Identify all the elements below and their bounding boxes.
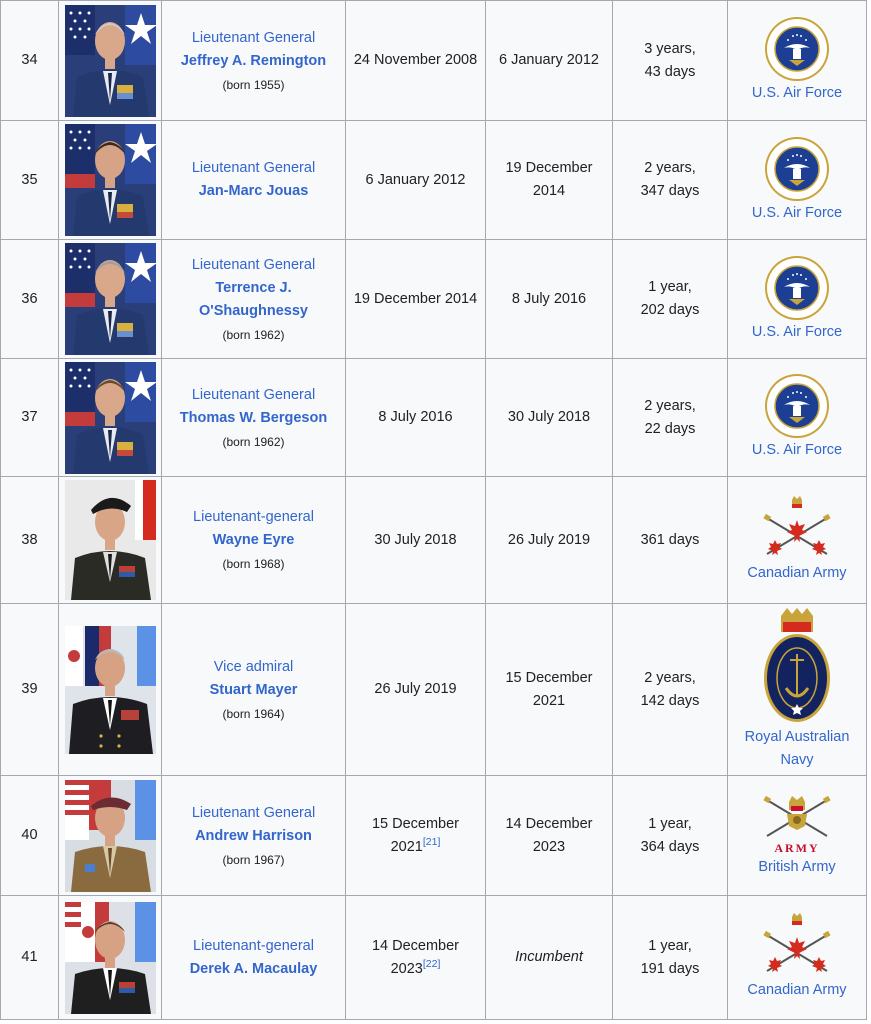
- tenure: [613, 776, 728, 896]
- branch-link[interactable]: Canadian Army: [747, 564, 847, 581]
- table-row: [1, 240, 867, 359]
- name-cell: [162, 359, 346, 477]
- start-date: [346, 240, 486, 359]
- usaf-seal-icon[interactable]: [764, 373, 830, 439]
- portrait-cell: [59, 240, 162, 359]
- tenure-years: 2 years,: [644, 669, 696, 686]
- portrait-image[interactable]: [65, 362, 156, 474]
- table-row: [1, 121, 867, 240]
- birth-year: (born 1962): [222, 434, 285, 449]
- tenure: [613, 240, 728, 359]
- tenure: [613, 359, 728, 477]
- tenure: [613, 896, 728, 1020]
- rank-link[interactable]: Lieutenant General: [191, 256, 316, 273]
- end-date: [486, 776, 613, 896]
- row-number: 35: [1, 121, 59, 240]
- portrait-cell: [59, 121, 162, 240]
- birth-year: (born 1962): [222, 327, 285, 342]
- branch-cell: [728, 776, 867, 896]
- row-number: 39: [1, 604, 59, 776]
- name-link[interactable]: Andrew Harrison: [195, 827, 312, 844]
- end-date-text: 6 January 2012: [499, 52, 599, 68]
- start-date: [346, 477, 486, 604]
- table-row: [1, 896, 867, 1020]
- branch-link[interactable]: U.S. Air Force: [751, 204, 843, 221]
- tenure-years: 2 years,: [644, 160, 696, 176]
- portrait-cell: [59, 896, 162, 1020]
- portrait-image[interactable]: [65, 124, 156, 236]
- tenure: [613, 477, 728, 604]
- branch-link[interactable]: Canadian Army: [747, 982, 847, 998]
- ran-badge-icon[interactable]: [762, 608, 832, 726]
- name-cell: [162, 1, 346, 121]
- canadian-army-badge-icon[interactable]: [761, 496, 833, 562]
- branch-link[interactable]: U.S. Air Force: [751, 323, 843, 340]
- end-date-text: Incumbent: [515, 949, 583, 965]
- name-link[interactable]: Jeffrey A. Remington: [180, 52, 327, 69]
- name-cell: [162, 776, 346, 896]
- end-date-text: 26 July 2019: [507, 531, 591, 548]
- portrait-cell: [59, 604, 162, 776]
- tenure-days: 191 days: [640, 960, 700, 977]
- usaf-seal-icon[interactable]: [764, 255, 830, 321]
- branch-cell: [728, 359, 867, 477]
- tenure-days: 361 days: [640, 531, 700, 548]
- table-row: [1, 776, 867, 896]
- name-cell: [162, 240, 346, 359]
- branch-cell: [728, 896, 867, 1020]
- tenure-years: 2 years,: [644, 397, 696, 414]
- branch-cell: [728, 240, 867, 359]
- tenure-years: 1 year,: [648, 279, 692, 295]
- end-date-text: 30 July 2018: [507, 409, 591, 425]
- portrait-cell: [59, 477, 162, 604]
- portrait-image[interactable]: [65, 902, 156, 1014]
- end-date: [486, 477, 613, 604]
- end-date-text: 14 December 2023: [505, 815, 593, 855]
- tenure: [613, 121, 728, 240]
- start-date: [346, 359, 486, 477]
- tenure-years: 1 year,: [648, 815, 692, 832]
- portrait-cell: [59, 1, 162, 121]
- british-army-badge-icon[interactable]: [761, 792, 833, 856]
- tenure: [613, 604, 728, 776]
- end-date: [486, 604, 613, 776]
- tenure-days: 22 days: [644, 420, 696, 437]
- name-link[interactable]: Jan-Marc Jouas: [198, 183, 309, 199]
- start-date-text: 14 December 2023: [371, 937, 460, 977]
- name-link[interactable]: Thomas W. Bergeson: [179, 409, 328, 426]
- start-date-text: 30 July 2018: [374, 531, 457, 548]
- name-link[interactable]: Derek A. Macaulay: [189, 960, 318, 977]
- row-number: 36: [1, 240, 59, 359]
- row-number: 41: [1, 896, 59, 1020]
- portrait-cell: [59, 359, 162, 477]
- table-row: [1, 359, 867, 477]
- row-number: 37: [1, 359, 59, 477]
- name-link[interactable]: Terrence J. O'Shaughnessy: [198, 279, 308, 319]
- birth-year: (born 1967): [222, 852, 285, 867]
- rank-link[interactable]: Lieutenant General: [191, 160, 316, 176]
- usaf-seal-icon[interactable]: [764, 16, 830, 82]
- row-number: 38: [1, 477, 59, 604]
- birth-year: (born 1968): [222, 557, 285, 571]
- start-date: [346, 776, 486, 896]
- row-number: 40: [1, 776, 59, 896]
- reference-link[interactable]: [22]: [422, 957, 441, 970]
- start-date-text: 24 November 2008: [353, 52, 478, 68]
- branch-cell: [728, 604, 867, 776]
- start-date-text: 26 July 2019: [374, 681, 457, 697]
- name-link[interactable]: Wayne Eyre: [212, 532, 295, 548]
- tenure-years: 1 year,: [648, 937, 692, 954]
- tenure-days: 347 days: [640, 183, 700, 199]
- name-link[interactable]: Stuart Mayer: [209, 681, 298, 698]
- branch-cell: [728, 121, 867, 240]
- start-date: [346, 121, 486, 240]
- start-date: [346, 1, 486, 121]
- tenure-years: 3 years,: [644, 40, 696, 57]
- branch-link[interactable]: British Army: [758, 859, 836, 875]
- name-cell: [162, 477, 346, 604]
- rank-link[interactable]: Lieutenant General: [191, 29, 316, 46]
- portrait-image[interactable]: [65, 626, 156, 754]
- portrait-image[interactable]: [65, 480, 156, 600]
- rank-link[interactable]: Lieutenant-general: [193, 509, 314, 525]
- start-date: [346, 896, 486, 1020]
- rank-link[interactable]: Lieutenant General: [191, 386, 316, 403]
- end-date: [486, 121, 613, 240]
- name-cell: [162, 604, 346, 776]
- birth-year: (born 1964): [222, 706, 285, 721]
- tenure-days: 364 days: [640, 838, 700, 855]
- tenure-days: 142 days: [640, 692, 700, 709]
- name-cell: [162, 121, 346, 240]
- end-date: [486, 1, 613, 121]
- tenure-days: 43 days: [644, 63, 696, 80]
- table-row: [1, 477, 867, 604]
- reference-link[interactable]: [21]: [422, 835, 441, 848]
- birth-year: (born 1955): [222, 77, 285, 92]
- end-date-text: 19 December 2014: [505, 160, 593, 199]
- army-wordmark: ARMY: [774, 841, 820, 855]
- name-cell: [162, 896, 346, 1020]
- canadian-army-badge-icon[interactable]: [761, 913, 833, 979]
- branch-link[interactable]: Royal Australian Navy: [744, 728, 850, 768]
- start-date-text: 8 July 2016: [378, 409, 453, 425]
- start-date-text: 15 December 2021: [371, 815, 460, 855]
- end-date-text: 8 July 2016: [511, 290, 587, 307]
- start-date-text: 19 December 2014: [353, 290, 478, 307]
- rank-link[interactable]: Lieutenant General: [191, 804, 316, 821]
- branch-cell: [728, 1, 867, 121]
- usaf-seal-icon[interactable]: [764, 136, 830, 202]
- start-date: [346, 604, 486, 776]
- branch-cell: [728, 477, 867, 604]
- branch-link[interactable]: U.S. Air Force: [751, 442, 843, 458]
- tenure-days: 202 days: [640, 302, 700, 318]
- portrait-image[interactable]: [65, 780, 156, 892]
- end-date-text: 15 December 2021: [505, 669, 593, 709]
- end-date: [486, 896, 613, 1020]
- table-row: [1, 604, 867, 776]
- row-number: 34: [1, 1, 59, 121]
- end-date: [486, 240, 613, 359]
- end-date: [486, 359, 613, 477]
- portrait-cell: [59, 776, 162, 896]
- branch-link[interactable]: U.S. Air Force: [751, 85, 843, 101]
- rank-link[interactable]: Vice admiral: [213, 658, 294, 675]
- table-row: [1, 1, 867, 121]
- rank-link[interactable]: Lieutenant-general: [193, 937, 314, 954]
- start-date-text: 6 January 2012: [365, 171, 466, 188]
- portrait-image[interactable]: [65, 243, 156, 355]
- portrait-image[interactable]: [65, 5, 156, 117]
- tenure: [613, 1, 728, 121]
